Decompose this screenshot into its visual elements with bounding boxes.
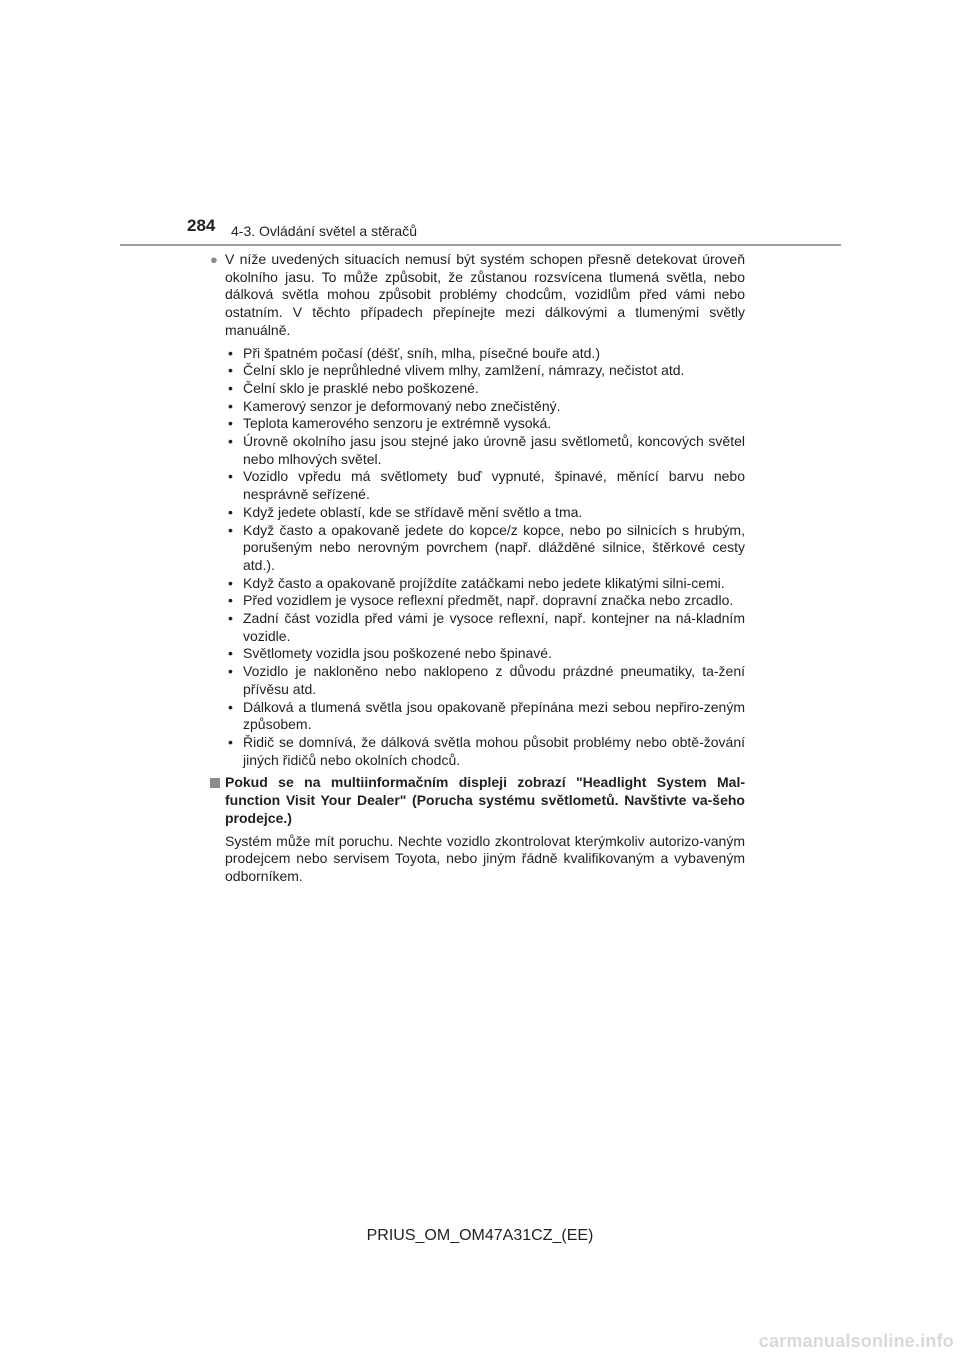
- list-item: • Čelní sklo je prasklé nebo poškozené.: [228, 380, 745, 398]
- intro-paragraph-text: V níže uvedených situacích nemusí být systém schopen přesně detekovat úroveň okolního jasu. To může způsobit, že zůstanou rozsvícena tlumená světla, nebo dálková světla mohou způsobit problémy chodcům, vozidlům před vámi nebo ostatním. V těchto případech přepínejte mezi dálkovými a tlumenými světly manuálně.: [225, 251, 745, 338]
- section-title: 4-3. Ovládání světel a stěračů: [231, 223, 417, 239]
- list-item: • Když jedete oblastí, kde se střídavě mění světlo a tma.: [228, 504, 745, 522]
- list-item: • Když často a opakovaně projíždíte zatáčkami nebo jedete klikatými silni-cemi.: [228, 575, 745, 593]
- list-item: • Při špatném počasí (déšť, sníh, mlha, písečné bouře atd.): [228, 345, 745, 363]
- list-item: • Před vozidlem je vysoce reflexní předmět, např. dopravní značka nebo zrcadlo.: [228, 592, 745, 610]
- list-item: • Dálková a tlumená světla jsou opakovaně přepínána mezi sebou nepřiro-zeným způsobem.: [228, 699, 745, 734]
- list-item: • Když často a opakovaně jedete do kopce/z kopce, nebo po silnicích s hrubým, porušeným nebo nerovným povrchem (např. dlážděné silnice, štěrkové cesty atd.).: [228, 522, 745, 575]
- square-bullet-icon: [210, 778, 220, 788]
- list-item: • Světlomety vozidla jsou poškozené nebo špinavé.: [228, 645, 745, 663]
- list-item: • Vozidlo je nakloněno nebo naklopeno z důvodu prázdné pneumatiky, ta-žení přívěsu atd.: [228, 663, 745, 698]
- list-item: • Zadní část vozidla před vámi je vysoce reflexní, např. kontejner na ná-kladním vozidle.: [228, 610, 745, 645]
- situation-list: [210, 345, 745, 770]
- warning-heading: [210, 774, 745, 827]
- list-item: • Kamerový senzor je deformovaný nebo znečistěný.: [228, 398, 745, 416]
- list-item: • Teplota kamerového senzoru je extrémně vysoká.: [228, 415, 745, 433]
- list-item: • Řidič se domnívá, že dálková světla mohou působit problémy nebo obtě-žování jiných řidičů nebo okolních chodců.: [228, 734, 745, 769]
- warning-heading-text: Pokud se na multiinformačním displeji zobrazí "Headlight System Mal-function Visit Your Dealer" (Porucha systému světlometů. Navštivte va-šeho prodejce.): [225, 774, 745, 826]
- watermark: carmanualsonline.info: [758, 1331, 954, 1351]
- list-item: • Úrovně okolního jasu jsou stejné jako úrovně jasu světlometů, koncových světel nebo mlhových světel.: [228, 433, 745, 468]
- footer-code: PRIUS_OM_OM47A31CZ_(EE): [366, 1227, 594, 1244]
- page-number: 284: [187, 216, 216, 235]
- warning-paragraph: Systém může mít poruchu. Nechte vozidlo zkontrolovat kterýmkoliv autorizo-vaným prodejcem nebo servisem Toyota, nebo jiným řádně kvalifikovaným a vybaveným odborníkem.: [225, 832, 745, 884]
- header-divider: [120, 244, 841, 246]
- intro-paragraph: [210, 251, 745, 340]
- list-item: • Vozidlo vpředu má světlomety buď vypnuté, špinavé, měnící barvu nebo nesprávně seřízené.: [228, 468, 745, 503]
- content-area: [210, 251, 745, 886]
- list-item: • Čelní sklo je neprůhledné vlivem mlhy, zamlžení, námrazy, nečistot atd.: [228, 362, 745, 380]
- circle-bullet-icon: ●: [210, 252, 218, 267]
